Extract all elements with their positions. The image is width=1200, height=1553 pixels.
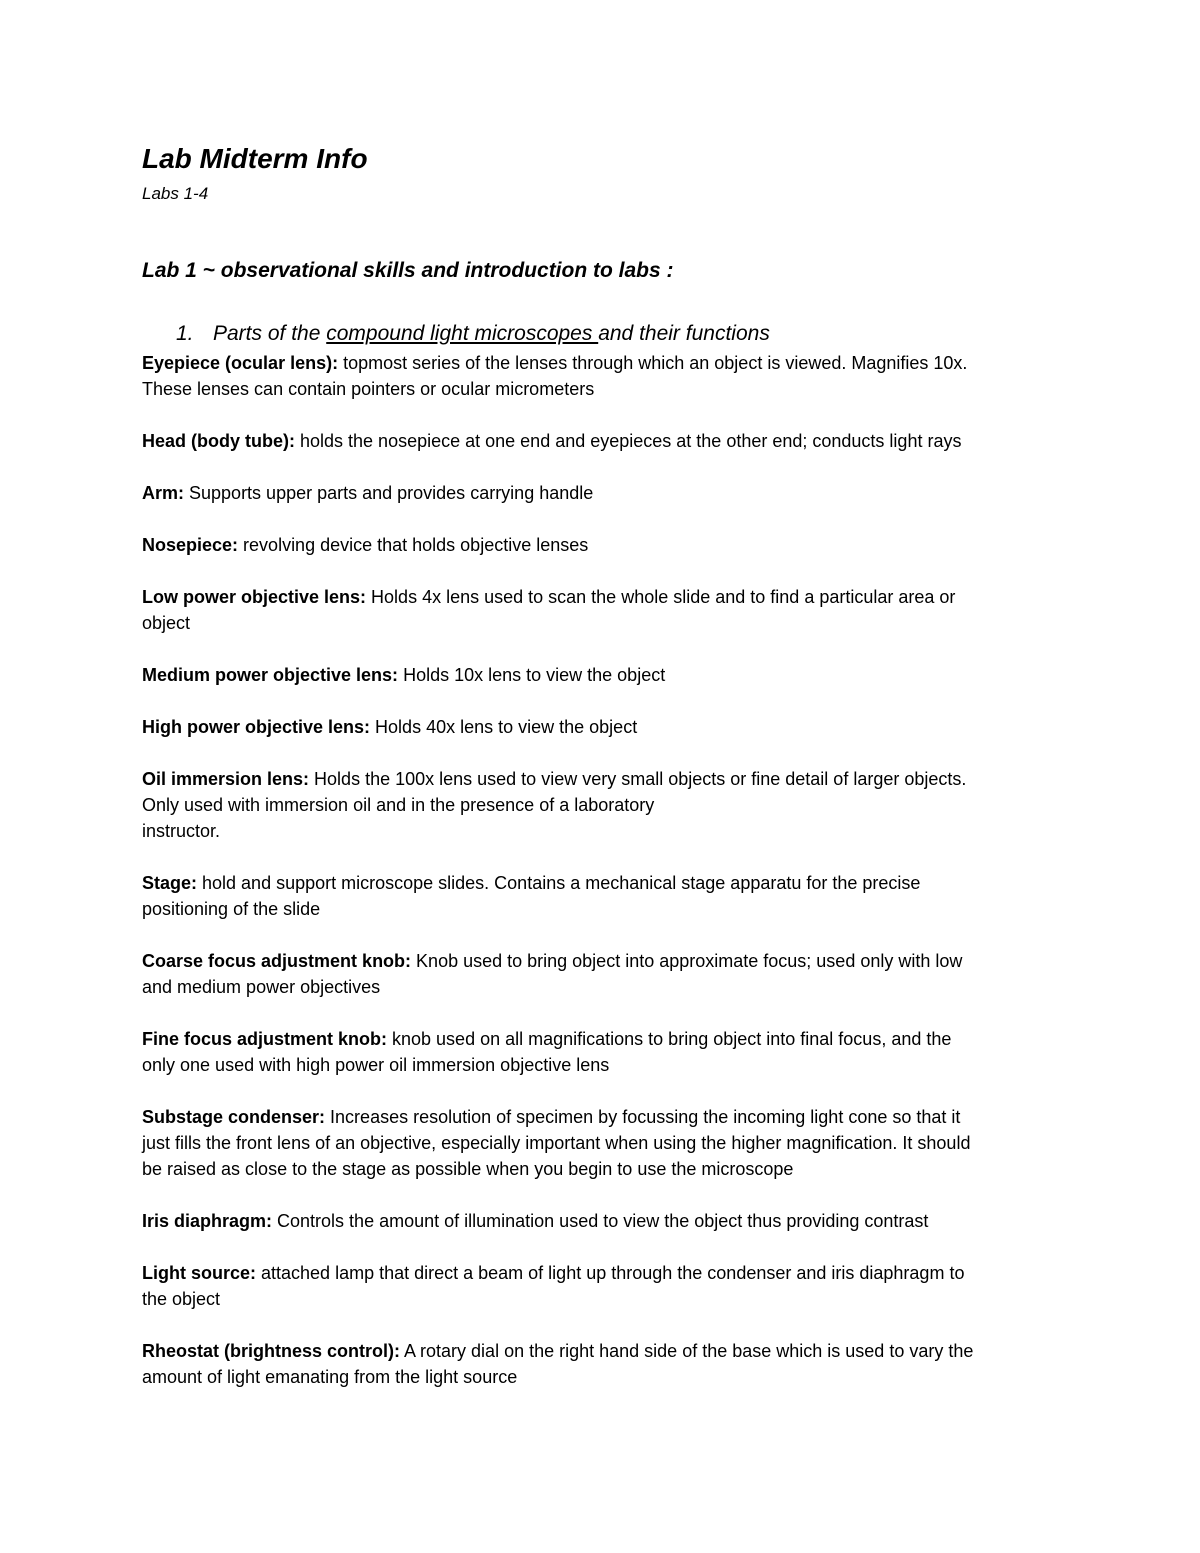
- definition-text: and medium power objectives: [142, 977, 381, 997]
- definition-text: Supports upper parts and provides carrying handle: [184, 483, 594, 503]
- definition-item: [142, 480, 1062, 506]
- list-item-suffix: and their functions: [598, 322, 770, 345]
- definition-line: [142, 714, 1062, 740]
- definition-text: just fills the front lens of an objective, especially important when using the higher magnification. It should: [142, 1133, 971, 1153]
- definition-text: amount of light emanating from the light source: [142, 1367, 518, 1387]
- definition-line: [142, 610, 1062, 636]
- definition-line: [142, 662, 1062, 688]
- definition-text: the object: [142, 1289, 221, 1309]
- document-title: Lab Midterm Info: [142, 143, 368, 174]
- definition-text: positioning of the slide: [142, 899, 321, 919]
- definition-term: Substage condenser:: [142, 1107, 326, 1127]
- definition-text: object: [142, 613, 191, 633]
- definition-item: [142, 1208, 1062, 1234]
- definition-term: Stage:: [142, 873, 198, 893]
- definition-term: Coarse focus adjustment knob:: [142, 951, 412, 971]
- definition-line: [142, 1026, 1062, 1052]
- definition-item: [142, 1026, 1062, 1078]
- definition-term: Low power objective lens:: [142, 587, 367, 607]
- definition-line: [142, 1260, 1062, 1286]
- definition-item: [142, 350, 1062, 402]
- definition-text: Increases resolution of specimen by focussing the incoming light cone so that it: [325, 1107, 961, 1127]
- definition-item: [142, 1338, 1062, 1390]
- definition-term: Eyepiece (ocular lens):: [142, 353, 339, 373]
- definition-term: Fine focus adjustment knob:: [142, 1029, 388, 1049]
- definition-item: [142, 1104, 1062, 1182]
- definition-line: [142, 1338, 1062, 1364]
- definition-line: [142, 428, 1062, 454]
- definition-text: knob used on all magnifications to bring object into final focus, and the: [387, 1029, 952, 1049]
- definition-line: [142, 870, 1062, 896]
- definition-line: [142, 792, 1062, 818]
- definition-text: Knob used to bring object into approximate focus; used only with low: [411, 951, 963, 971]
- definition-text: A rotary dial on the right hand side of the base which is used to vary the: [400, 1341, 974, 1361]
- list-item-number: 1.: [176, 322, 194, 345]
- definition-text: These lenses can contain pointers or ocular micrometers: [142, 379, 595, 399]
- definition-line: [142, 1156, 1062, 1182]
- definition-item: [142, 532, 1062, 558]
- definition-text: hold and support microscope slides. Contains a mechanical stage apparatu for the precise: [197, 873, 921, 893]
- definition-line: [142, 896, 1062, 922]
- definition-term: Rheostat (brightness control):: [142, 1341, 401, 1361]
- definition-text: Holds 4x lens used to scan the whole slide and to find a particular area or: [366, 587, 956, 607]
- definition-text: Controls the amount of illumination used to view the object thus providing contrast: [272, 1211, 929, 1231]
- definition-term: High power objective lens:: [142, 717, 371, 737]
- section-heading-lab1: Lab 1 ~ observational skills and introduction to labs :: [142, 259, 674, 282]
- definition-line: [142, 350, 1062, 376]
- definition-item: [142, 948, 1062, 1000]
- definition-item: [142, 662, 1062, 688]
- definition-text: only one used with high power oil immersion objective lens: [142, 1055, 610, 1075]
- definition-line: [142, 1208, 1062, 1234]
- definition-line: [142, 948, 1062, 974]
- list-item-prefix: Parts of the: [213, 322, 327, 345]
- definition-item: [142, 714, 1062, 740]
- definition-text: topmost series of the lenses through which an object is viewed. Magnifies 10x.: [338, 353, 968, 373]
- definition-term: Arm:: [142, 483, 185, 503]
- definition-line: [142, 766, 1062, 792]
- definition-term: Iris diaphragm:: [142, 1211, 273, 1231]
- definition-text: Holds the 100x lens used to view very small objects or fine detail of larger objects.: [309, 769, 967, 789]
- definition-text: attached lamp that direct a beam of light up through the condenser and iris diaphragm to: [256, 1263, 965, 1283]
- document-subtitle: Labs 1-4: [142, 184, 209, 203]
- definition-item: [142, 584, 1062, 636]
- definition-line: [142, 818, 1062, 844]
- definition-line: [142, 1104, 1062, 1130]
- definition-line: [142, 532, 1062, 558]
- definition-line: [142, 584, 1062, 610]
- definition-term: Light source:: [142, 1263, 257, 1283]
- definitions-list: [142, 350, 1062, 1416]
- definition-text: instructor.: [142, 821, 221, 841]
- definition-term: Nosepiece:: [142, 535, 239, 555]
- definition-item: [142, 870, 1062, 922]
- definition-item: [142, 428, 1062, 454]
- definition-line: [142, 376, 1062, 402]
- definition-line: [142, 1130, 1062, 1156]
- list-item-underlined-term: compound light microscopes: [326, 322, 599, 345]
- definition-line: [142, 1286, 1062, 1312]
- definition-term: Head (body tube):: [142, 431, 295, 451]
- definition-line: [142, 974, 1062, 1000]
- definition-text: revolving device that holds objective lenses: [238, 535, 589, 555]
- definition-item: [142, 766, 1062, 844]
- definition-text: Holds 10x lens to view the object: [398, 665, 666, 685]
- numbered-list-item: [176, 320, 770, 348]
- definition-line: [142, 1052, 1062, 1078]
- definition-term: Medium power objective lens:: [142, 665, 399, 685]
- definition-line: [142, 1364, 1062, 1390]
- definition-item: [142, 1260, 1062, 1312]
- definition-text: Only used with immersion oil and in the presence of a laboratory: [142, 795, 655, 815]
- definition-term: Oil immersion lens:: [142, 769, 310, 789]
- definition-line: [142, 480, 1062, 506]
- definition-text: Holds 40x lens to view the object: [370, 717, 638, 737]
- definition-text: holds the nosepiece at one end and eyepieces at the other end; conducts light rays: [295, 431, 962, 451]
- definition-text: be raised as close to the stage as possible when you begin to use the microscope: [142, 1159, 794, 1179]
